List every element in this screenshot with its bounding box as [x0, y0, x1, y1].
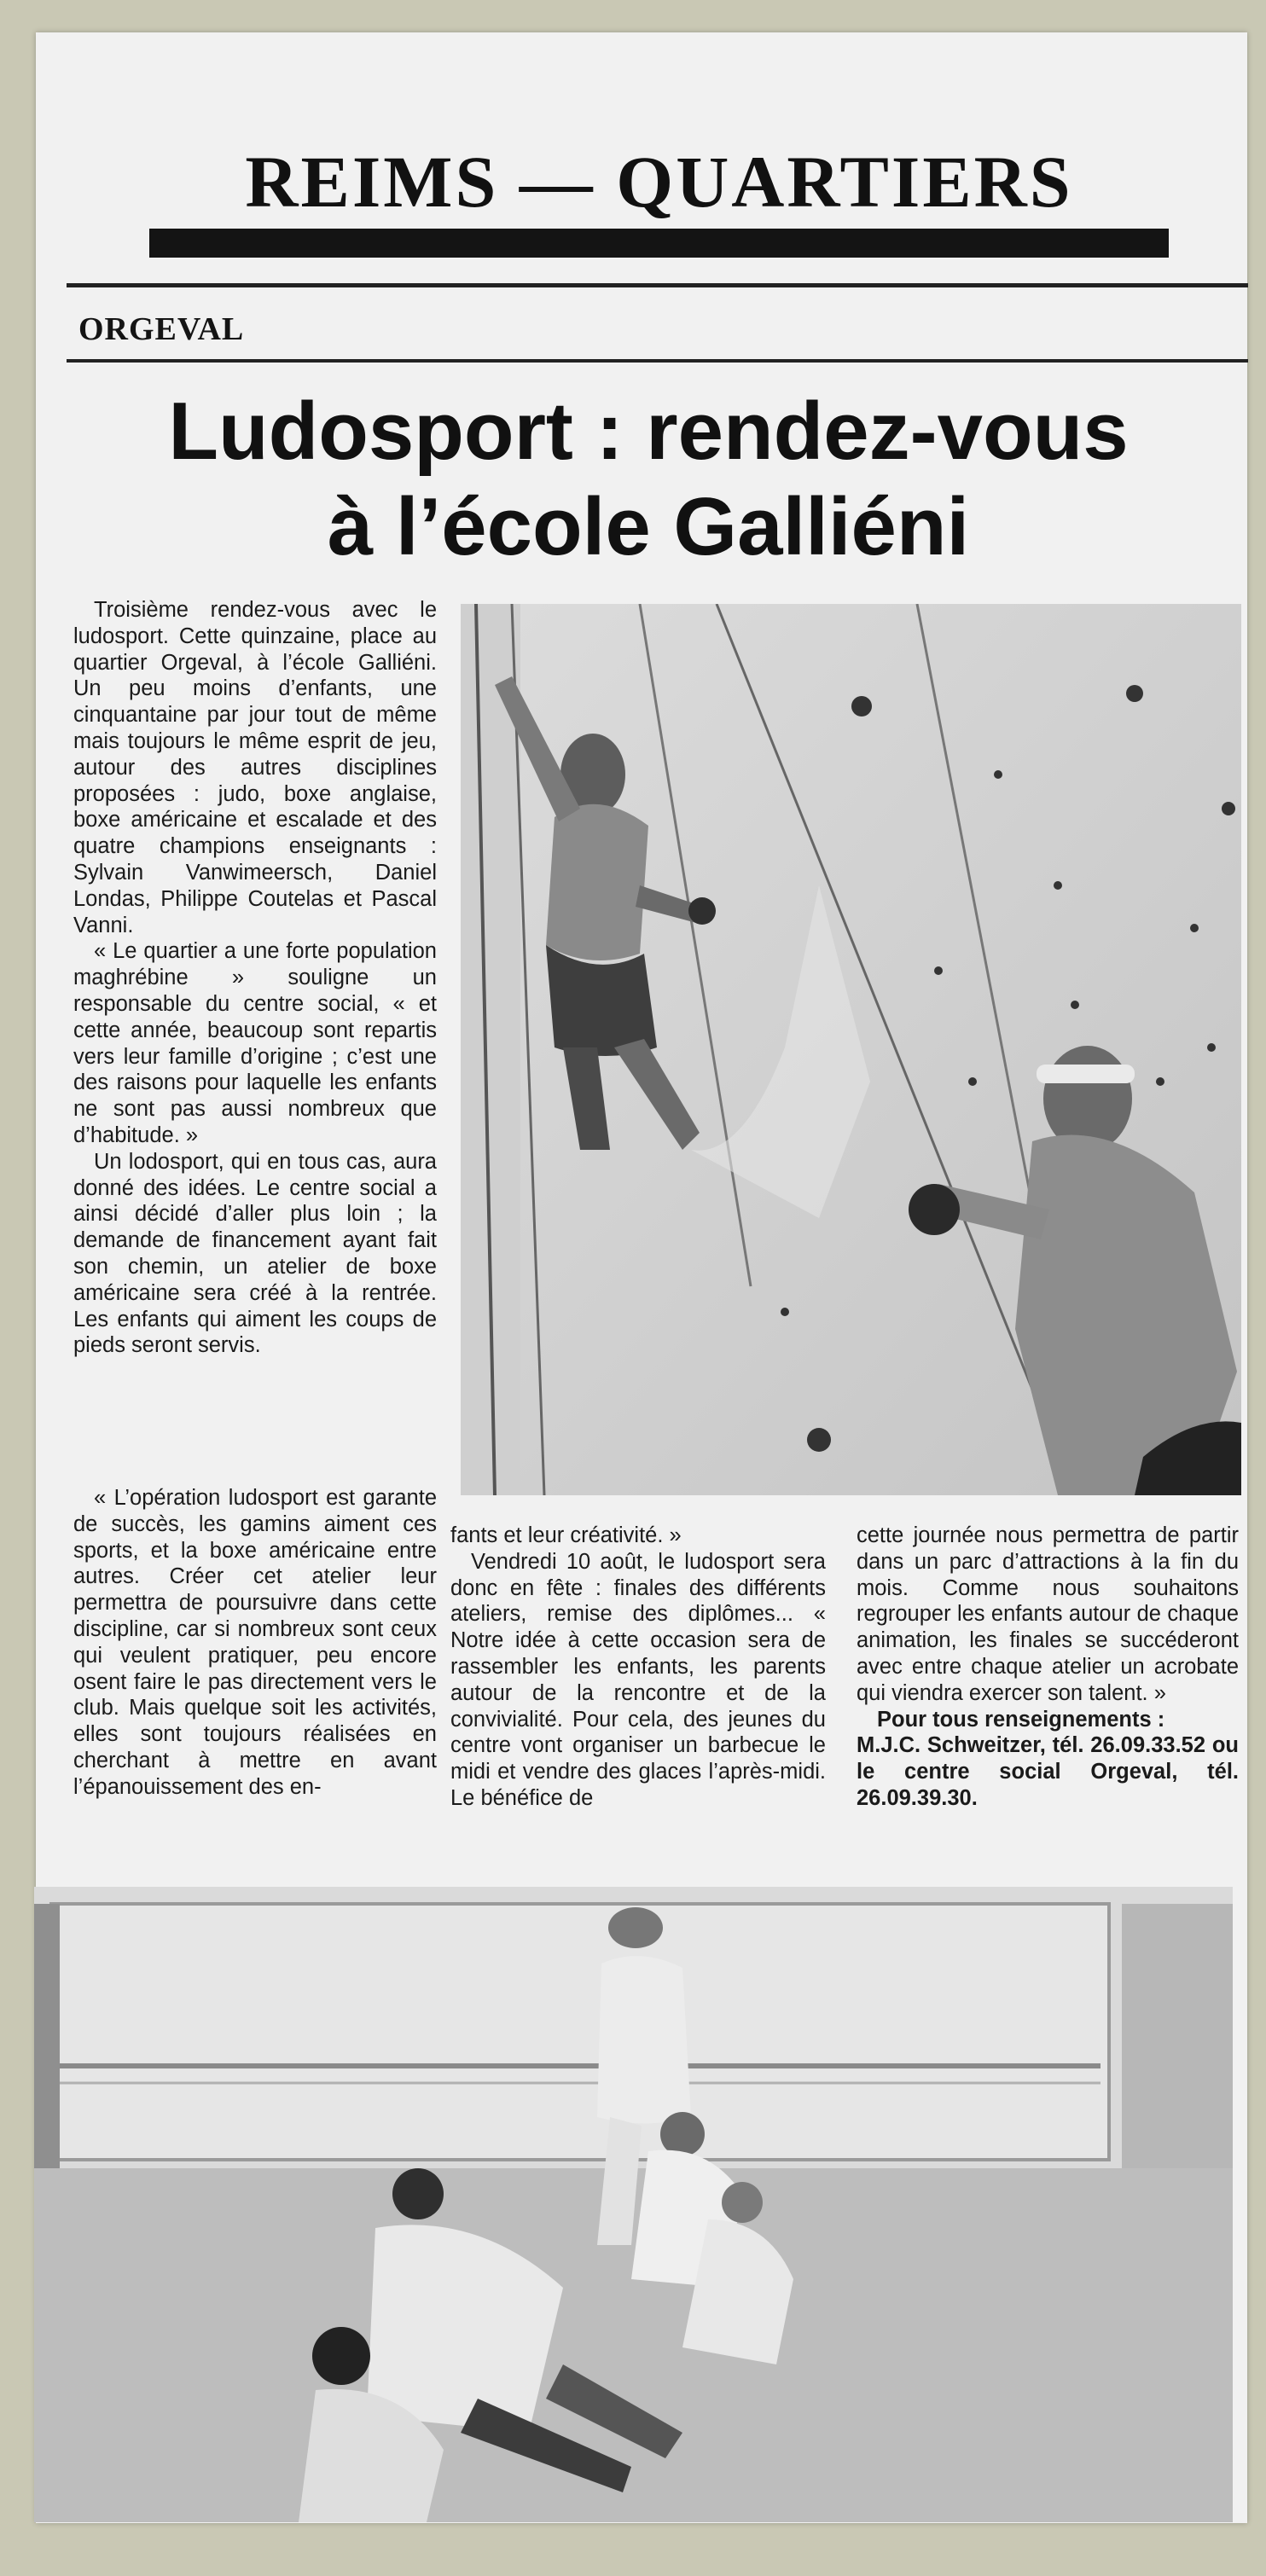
paragraph: « L’opération ludosport est garante de succès, les gamins aiment ces sports, et la boxe américaine entre autres. Créer cet atelier leur permettra de poursuivre dans cette discipline, car si nombreux sont ceux qui veulent pratiquer, peu encore osent faire le pas directement vers le club. Mais quelque soit les activités, elles sont toujours réalisées en cherchant à mettre en avant l’épanouissement des en-	[73, 1486, 437, 1799]
paragraph: Troisième rendez-vous avec le ludosport. Cette quinzaine, place au quartier Orgeval, à l’école Galliéni. Un peu moins d’enfants, une cinquantaine par jour tout de même mais toujours le même esprit de jeu, autour des autres disciplines proposées : judo, boxe anglaise, boxe américaine et escalade et des quatre champions enseignants : Sylvain Vanwimeersch, Daniel Londas, Philippe Coutelas et Pascal Vanni.	[73, 598, 437, 937]
judo-class-photo	[34, 1887, 1233, 2522]
section-title: REIMS — QUARTIERS	[245, 141, 1073, 223]
headline	[77, 384, 1220, 576]
top-rule	[67, 283, 1248, 287]
paragraph: fants et leur créativité. »	[450, 1523, 682, 1547]
kicker-label: ORGEVAL	[78, 311, 245, 347]
kicker-rule	[67, 359, 1248, 363]
article-middle-column	[450, 1523, 826, 1812]
article-left-bottom	[73, 1485, 437, 1801]
article-left-column	[73, 597, 437, 1359]
paragraph: Un lodosport, qui en tous cas, aura donné des idées. Le centre social a ainsi décidé d’aller plus loin ; la demande de financement ayant fait son chemin, un atelier de boxe américaine sera créé à la rentrée. Les enfants qui aiment les coups de pieds seront servis.	[73, 1149, 437, 1358]
climbing-wall-photo	[461, 604, 1241, 1495]
title-underline-bar	[149, 229, 1169, 258]
paragraph: Vendredi 10 août, le ludosport sera donc en fête : finales des différents ateliers, remise des diplômes... « Notre idée à cette occasion sera de rassembler les enfants, les parents autour de la rencontre et de la convivialité. Pour cela, des jeunes du centre vont organiser un barbecue le midi et vendre des glaces l’après-midi. Le bénéfice de	[450, 1549, 826, 1810]
contact-text: M.J.C. Schweitzer, tél. 26.09.33.52 ou le centre social Orgeval, tél. 26.09.39.30.	[857, 1733, 1239, 1810]
paragraph: « Le quartier a une forte population maghrébine » souligne un responsable du centre social, « et cette année, beaucoup sont repartis vers leur famille d’origine ; c’est une des raisons pour laquelle les enfants ne sont pas aussi nombreux que d’habitude. »	[73, 939, 437, 1147]
headline-line-2: à l’école Galliéni	[327, 481, 970, 573]
paragraph: cette journée nous permettra de partir dans un parc d’attractions à la fin du mois. Comme nous souhaitons regrouper les enfants autour de chaque animation, les finales se succéderont avec entre chaque atelier un acrobate qui viendra exercer son talent. »	[857, 1523, 1239, 1705]
headline-line-1: Ludosport : rendez-vous	[168, 386, 1129, 477]
article-right-column	[857, 1523, 1239, 1812]
contact-label: Pour tous renseignements :	[877, 1707, 1165, 1732]
